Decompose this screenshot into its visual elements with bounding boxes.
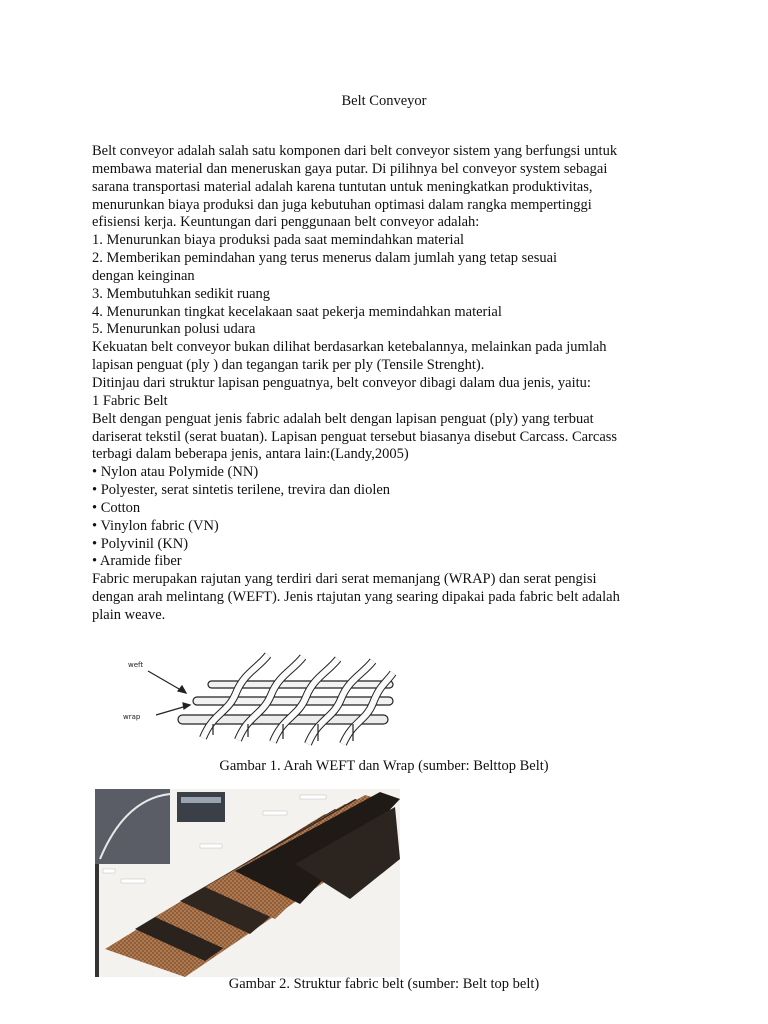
- bullet-item: • Cotton: [92, 499, 141, 516]
- text-line: dengan arah melintang (WEFT). Jenis rtajutan yang searing dipakai pada fabric belt adalah: [92, 589, 620, 606]
- bullet-item: • Aramide fiber: [92, 553, 182, 570]
- belt-structure-image: [95, 789, 400, 977]
- section-heading: 1 Fabric Belt: [92, 392, 168, 409]
- text-line: efisiensi kerja. Keuntungan dari penggunaan belt conveyor adalah:: [92, 214, 480, 231]
- text-line: Belt conveyor adalah salah satu komponen dari belt conveyor sistem yang berfungsi untuk: [92, 143, 618, 159]
- text-line: plain weave.: [92, 606, 166, 623]
- bullet-item: • Nylon atau Polymide (NN): [92, 464, 259, 481]
- bullet-item: • Polyester, serat sintetis terilene, trevira dan diolen: [92, 482, 391, 499]
- text-line: Fabric merupakan rajutan yang terdiri dari serat memanjang (WRAP) dan serat pengisi: [92, 571, 597, 588]
- figure-caption: Gambar 2. Struktur fabric belt (sumber: Belt top belt): [228, 976, 540, 992]
- text-line: lapisan penguat (ply ) dan tegangan tarik per ply (Tensile Strenght).: [92, 357, 485, 374]
- list-item: 4. Menurunkan tingkat kecelakaan saat pekerja memindahkan material: [92, 303, 502, 320]
- text-line: Belt dengan penguat jenis fabric adalah belt dengan lapisan penguat (ply) yang terbuat: [92, 410, 594, 427]
- text-line: Ditinjau dari struktur lapisan penguatnya, belt conveyor dibagi dalam dua jenis, yaitu:: [92, 374, 591, 391]
- list-item: dengan keinginan: [92, 267, 195, 284]
- body-text: [92, 143, 712, 625]
- bullet-item: • Polyvinil (KN): [92, 535, 189, 552]
- text-line: sarana transportasi material adalah karena tuntutan untuk meningkatkan produktivitas,: [92, 178, 593, 195]
- weft-label: weft: [128, 661, 144, 669]
- figure-caption: Gambar 1. Arah WEFT dan Wrap (sumber: Belttop Belt): [219, 758, 549, 774]
- text-line: Kekuatan belt conveyor bukan dilihat berdasarkan ketebalannya, melainkan pada jumlah: [92, 339, 607, 356]
- weave-diagram: [118, 643, 408, 753]
- list-item: 1. Menurunkan biaya produksi pada saat memindahkan material: [92, 232, 465, 249]
- text-line: terbagi dalam beberapa jenis, antara lain:(Landy,2005): [92, 446, 409, 463]
- wrap-label: wrap: [123, 713, 141, 721]
- list-item: 5. Menurunkan polusi udara: [92, 321, 256, 338]
- text-line: menurunkan biaya produksi dan juga kebutuhan optimasi dalam rangka mempertinggi: [92, 196, 592, 213]
- text-line: dariserat tekstil (serat buatan). Lapisan penguat tersebut biasanya disebut Carcass. Carcass: [92, 428, 618, 445]
- list-item: 2. Memberikan pemindahan yang terus menerus dalam jumlah yang tetap sesuai: [92, 250, 558, 267]
- bullet-item: • Vinylon fabric (VN): [92, 517, 219, 534]
- page-title: Belt Conveyor: [341, 93, 427, 109]
- list-item: 3. Membutuhkan sedikit ruang: [92, 285, 271, 302]
- text-line: membawa material dan meneruskan gaya putar. Di pilihnya bel conveyor system sebagai: [92, 160, 608, 177]
